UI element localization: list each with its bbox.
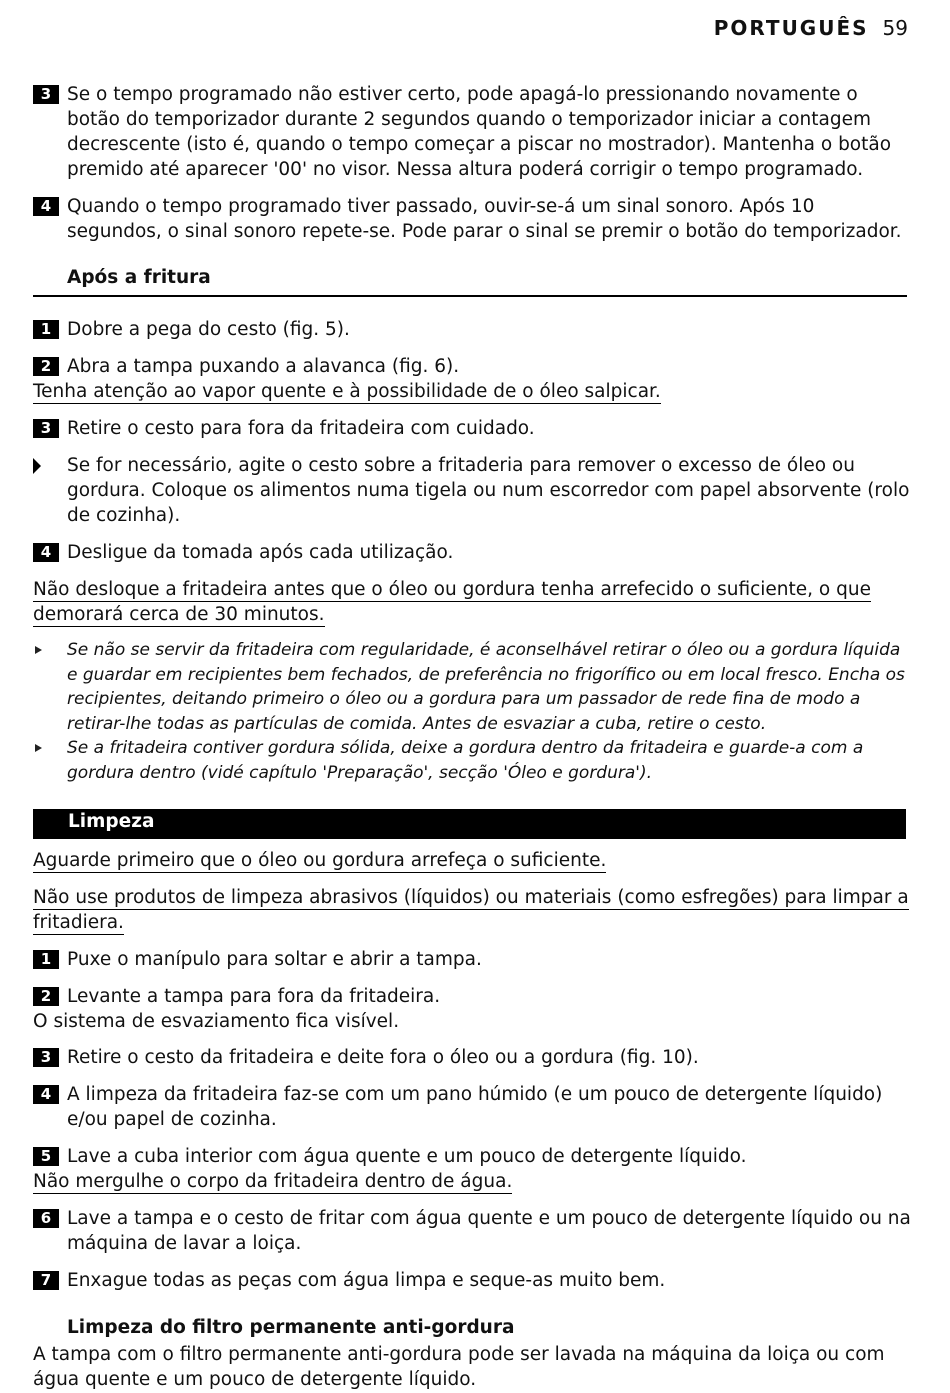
step-text: Enxague todas as peças com água limpa e seque-as muito bem.: [67, 1270, 666, 1291]
tip-text: Se não se servir da fritadeira com regularidade, é aconselhável retirar o óleo ou a gordura líquida e guardar em recipientes bem fechados, de preferência no frigorífico ou em local fresco. Encha os recipientes, deitando primeiro o óleo ou a gordura para um passador de rede fina de modo a retirar-lhe todas as partículas de comida. Antes de esvaziar a cuba, retire o cesto.: [67, 640, 905, 734]
warning-underlined: Não use produtos de limpeza abrasivos (líquidos) ou materiais (como esfregões) para limpar a: [33, 887, 909, 908]
step-number: 3: [33, 85, 59, 104]
step-number: 1: [33, 320, 59, 339]
step-number: 1: [33, 950, 59, 969]
warning-text: [33, 577, 871, 602]
section-heading: Limpeza: [68, 811, 155, 832]
warning-underlined: Não desloque a fritadeira antes que o óleo ou gordura tenha arrefecido o suficiente, o que: [33, 579, 871, 600]
warning-text: [33, 910, 124, 935]
step-text: Se o tempo programado não estiver certo, pode apagá-lo pressionando novamente o botão do temporizador durante 2 segundos quando o temporizador iniciar a contagem decrescente (isto é, quando o tempo começar a piscar no mostrador). Mantenha o botão premido até aparecer '00' no visor. Nessa altura poderá corrigir o tempo programado.: [67, 84, 892, 180]
tip-text: Se a fritadeira contiver gordura sólida, deixe a gordura dentro da fritadeira e guarde-a com a gordura dentro (vidé capítulo 'Preparação', secção 'Óleo e gordura').: [67, 738, 864, 783]
step-text: A limpeza da fritadeira faz-se com um pano húmido (e um pouco de detergente líquido) e/ou papel de cozinha.: [67, 1084, 883, 1130]
warning-text: [33, 1169, 512, 1194]
step-text: Levante a tampa para fora da fritadeira.: [67, 986, 441, 1007]
body-text: A tampa com o filtro permanente anti-gordura pode ser lavada na máquina da loiça ou com água quente e um pouco de detergente líquido.: [33, 1344, 885, 1390]
step-number: 4: [33, 1085, 59, 1104]
step-number: 4: [33, 543, 59, 562]
tip-arrow-icon: [35, 646, 42, 654]
warning-underlined: demorará cerca de 30 minutos.: [33, 604, 325, 625]
step-text: Puxe o manípulo para soltar e abrir a tampa.: [67, 949, 482, 970]
step-text: Desligue da tomada após cada utilização.: [67, 542, 454, 563]
step-number: 6: [33, 1209, 59, 1228]
warning-text: [33, 848, 606, 873]
step-number: 2: [33, 987, 59, 1006]
step-number: 4: [33, 197, 59, 216]
warning-underlined: fritadiera.: [33, 912, 124, 933]
step-number: 5: [33, 1147, 59, 1166]
step-text: Quando o tempo programado tiver passado, ouvir-se-á um sinal sonoro. Após 10 segundos, o sinal sonoro repete-se. Pode parar o sinal se premir o botão do temporizador.: [67, 196, 902, 242]
step-number: 7: [33, 1271, 59, 1290]
warning-text: [33, 379, 661, 404]
bullet-icon: [33, 458, 41, 474]
tip-arrow-icon: [35, 744, 42, 752]
page-number: 59: [882, 16, 908, 40]
section-rule: [33, 295, 907, 297]
section-heading-bar: [33, 809, 906, 839]
step-number: 2: [33, 357, 59, 376]
warning-underlined: Tenha atenção ao vapor quente e à possibilidade de o óleo salpicar.: [33, 381, 661, 402]
note-text: O sistema de esvaziamento fica visível.: [33, 1011, 400, 1032]
bullet-text: Se for necessário, agite o cesto sobre a fritaderia para remover o excesso de óleo ou gordura. Coloque os alimentos numa tigela ou num escorredor com papel absorvente (rolo de cozinha).: [67, 455, 910, 526]
step-text: Abra a tampa puxando a alavanca (fig. 6).: [67, 356, 460, 377]
warning-text: [33, 885, 909, 910]
step-number: 3: [33, 1048, 59, 1067]
step-number: 3: [33, 419, 59, 438]
warning-text: [33, 602, 325, 627]
page-header: [714, 16, 908, 40]
step-text: Lave a cuba interior com água quente e um pouco de detergente líquido.: [67, 1146, 747, 1167]
step-text: Dobre a pega do cesto (fig. 5).: [67, 319, 350, 340]
language-label: PORTUGUÊS: [713, 16, 869, 40]
section-subheading: Após a fritura: [67, 267, 211, 288]
step-text: Lave a tampa e o cesto de fritar com água quente e um pouco de detergente líquido ou na máquina de lavar a loiça.: [67, 1208, 911, 1254]
step-text: Retire o cesto da fritadeira e deite fora o óleo ou a gordura (fig. 10).: [67, 1047, 699, 1068]
step-text: Retire o cesto para fora da fritadeira com cuidado.: [67, 418, 535, 439]
warning-underlined: Não mergulhe o corpo da fritadeira dentro de água.: [33, 1171, 513, 1192]
subsection-heading: Limpeza do filtro permanente anti-gordura: [67, 1317, 515, 1338]
warning-underlined: Aguarde primeiro que o óleo ou gordura arrefeça o suficiente.: [33, 850, 607, 871]
